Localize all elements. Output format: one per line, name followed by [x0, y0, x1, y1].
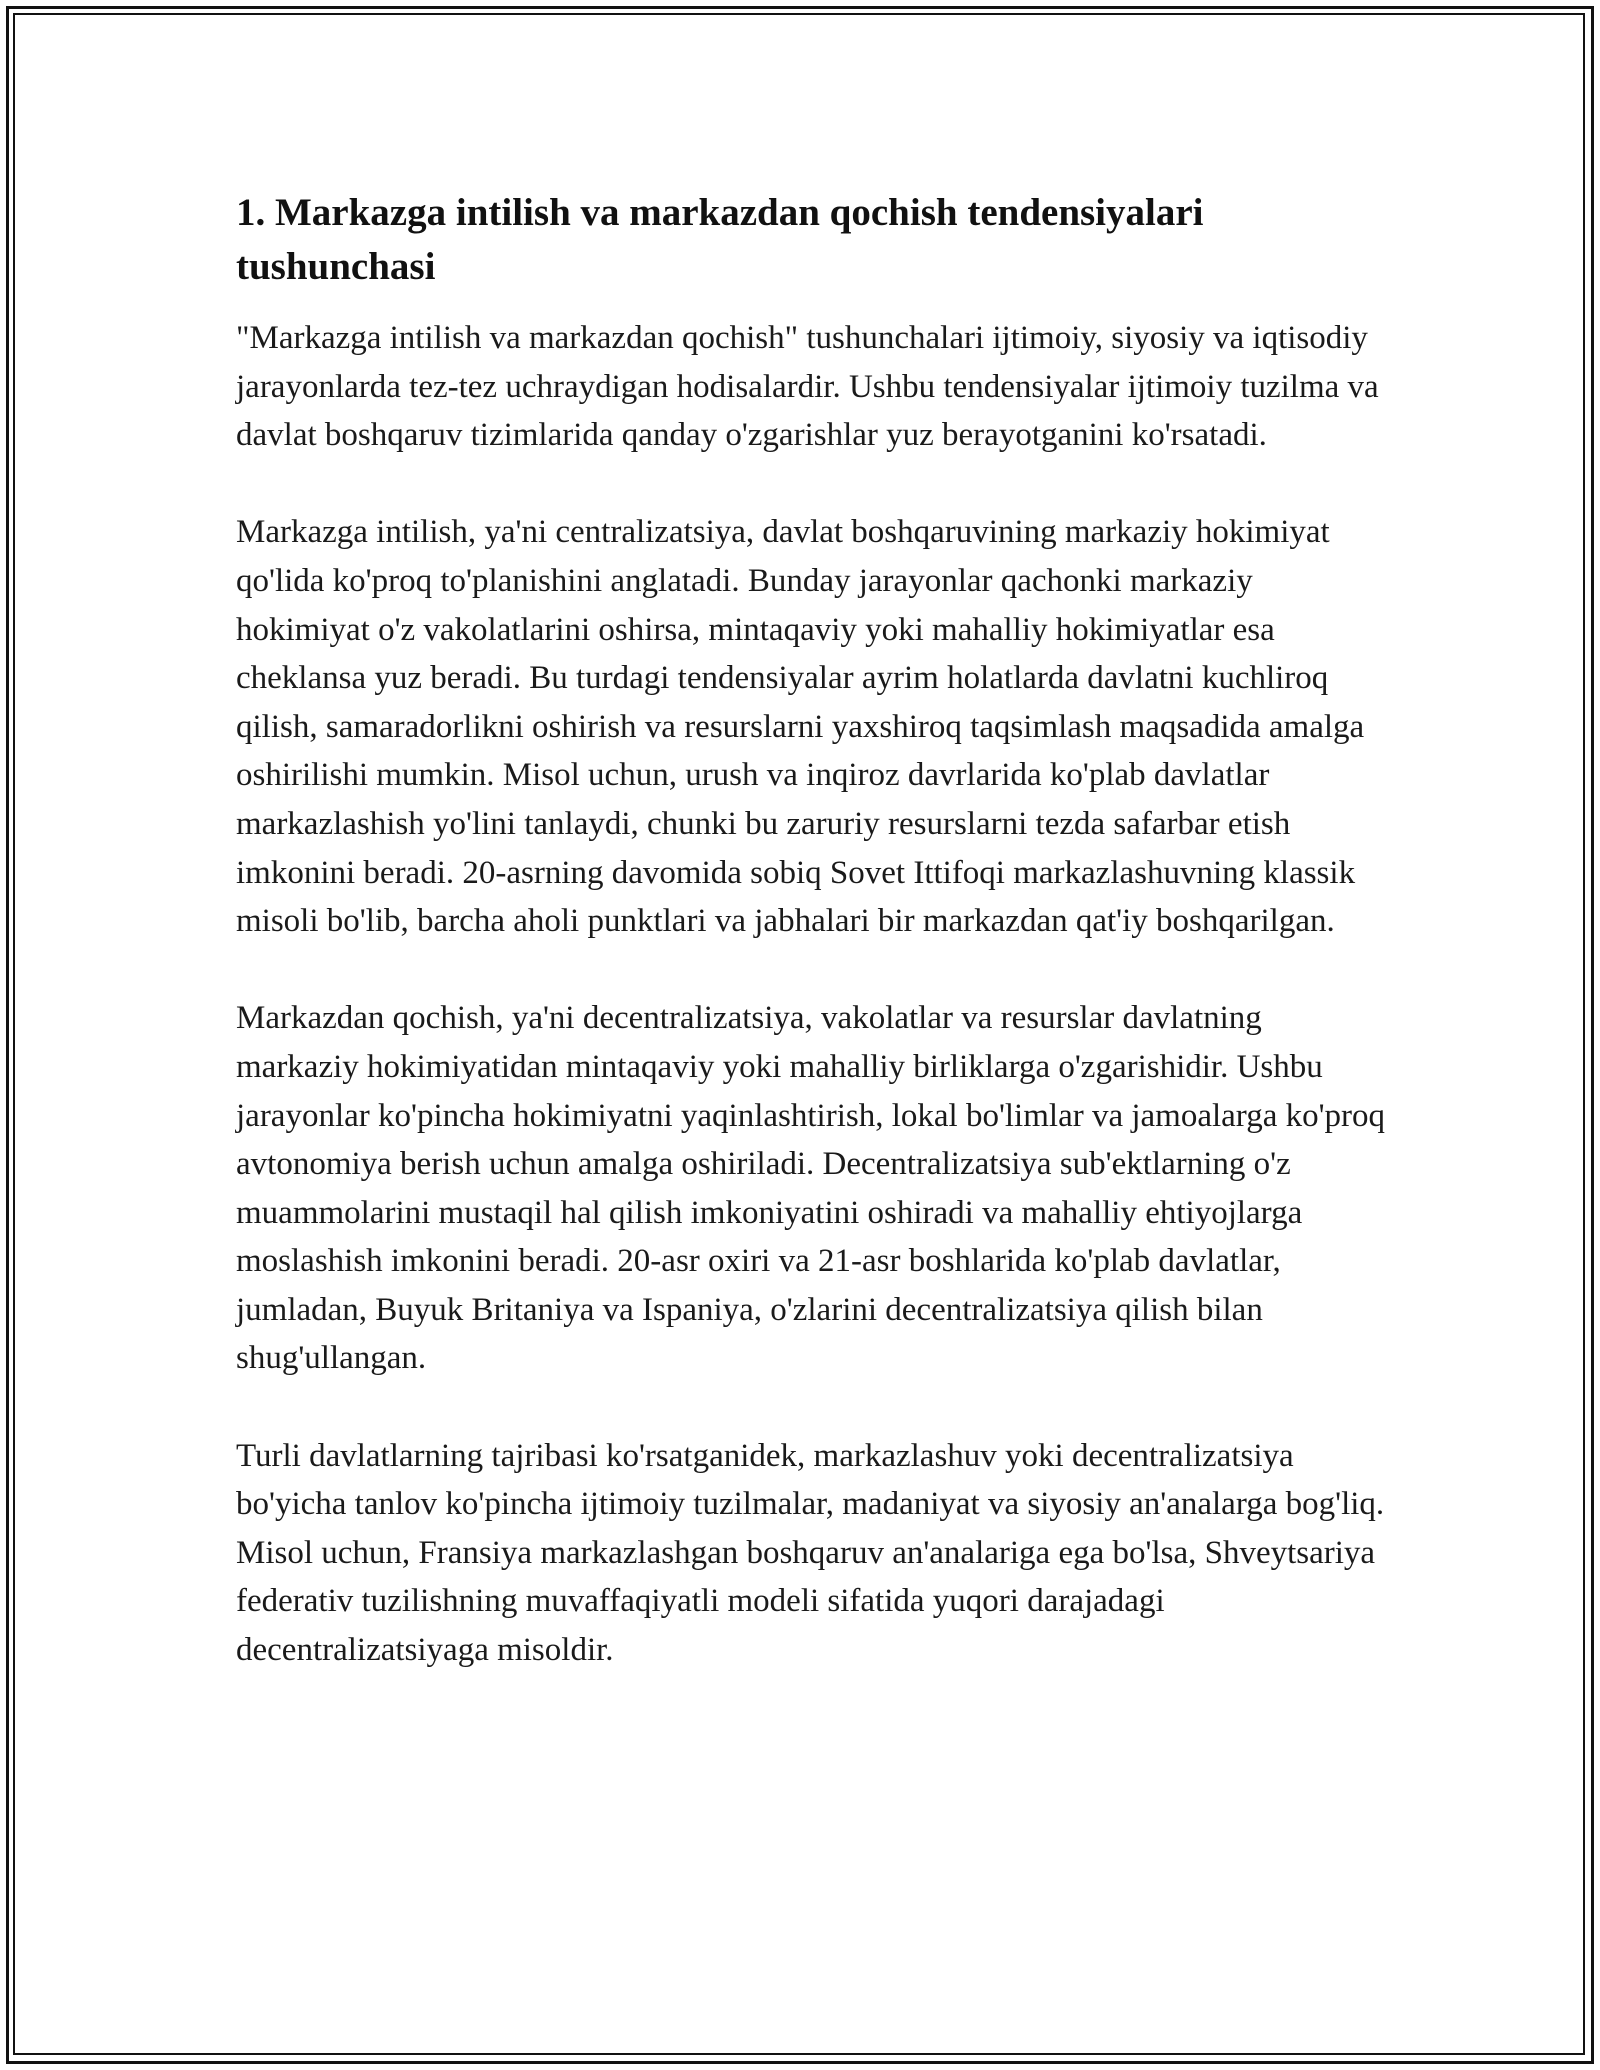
- section-heading: 1. Markazga intilish va markazdan qochish tendensiyalari tushunchasi: [236, 191, 1204, 288]
- paragraph-centralization: Markazga intilish, ya'ni centralizatsiya, davlat boshqaruvining markaziy hokimiyat qo'lida ko'proq to'planishini anglatadi. Bunday jarayonlar qachonki markaziy hokimiyat o'z vakolatlarini oshirsa, mintaqaviy yoki mahalliy hokimiyatlar esa cheklansa yuz beradi. Bu turdagi tendensiyalar ayrim holatlarda davlatni kuchliroq qilish, samaradorlikni oshirish va resurslarni yaxshiroq taqsimlash maqsadida amalga oshirilishi mumkin. Misol uchun, urush va inqiroz davrlarida ko'plab davlatlar markazlashish yo'lini tanlaydi, chunki bu zaruriy resurslarni tezda safarbar etish imkonini beradi. 20-asrning davomida sobiq Sovet Ittifoqi markazlashuvning klassik misoli bo'lib, barcha aholi punktlari va jabhalari bir markazdan qat'iy boshqarilgan.: [236, 514, 1365, 940]
- paragraph-comparison: Turli davlatlarning tajribasi ko'rsatganidek, markazlashuv yoki decentralizatsiya bo'yicha tanlov ko'pincha ijtimoiy tuzilmalar, madaniyat va siyosiy an'analarga bog'liq. Misol uchun, Fransiya markazlashgan boshqaruv an'analariga ega bo'lsa, Shveytsariya federativ tuzilishning muvaffaqiyatli modeli sifatida yuqori darajadagi decentralizatsiyaga misoldir.: [236, 1437, 1385, 1669]
- document-body: [236, 186, 1386, 1723]
- paragraph-decentralization: Markazdan qochish, ya'ni decentralizatsiya, vakolatlar va resurslar davlatning markaziy hokimiyatidan mintaqaviy yoki mahalliy birliklarga o'zgarishidir. Ushbu jarayonlar ko'pincha hokimiyatni yaqinlashtirish, lokal bo'limlar va jamoalarga ko'proq avtonomiya berish uchun amalga oshiriladi. Decentralizatsiya sub'ektlarning o'z muammolarini mustaqil hal qilish imkoniyatini oshiradi va mahalliy ehtiyojlarga moslashish imkonini beradi. 20-asr oxiri va 21-asr boshlarida ko'plab davlatlar, jumladan, Buyuk Britaniya va Ispaniya, o'zlarini decentralizatsiya qilish bilan shug'ullangan.: [236, 1000, 1386, 1377]
- paragraph-intro: "Markazga intilish va markazdan qochish" tushunchalari ijtimoiy, siyosiy va iqtisodiy jarayonlarda tez-tez uchraydigan hodisalardir. Ushbu tendensiyalar ijtimoiy tuzilma va davlat boshqaruv tizimlarida qanday o'zgarishlar yuz berayotganini ko'rsatadi.: [236, 320, 1379, 454]
